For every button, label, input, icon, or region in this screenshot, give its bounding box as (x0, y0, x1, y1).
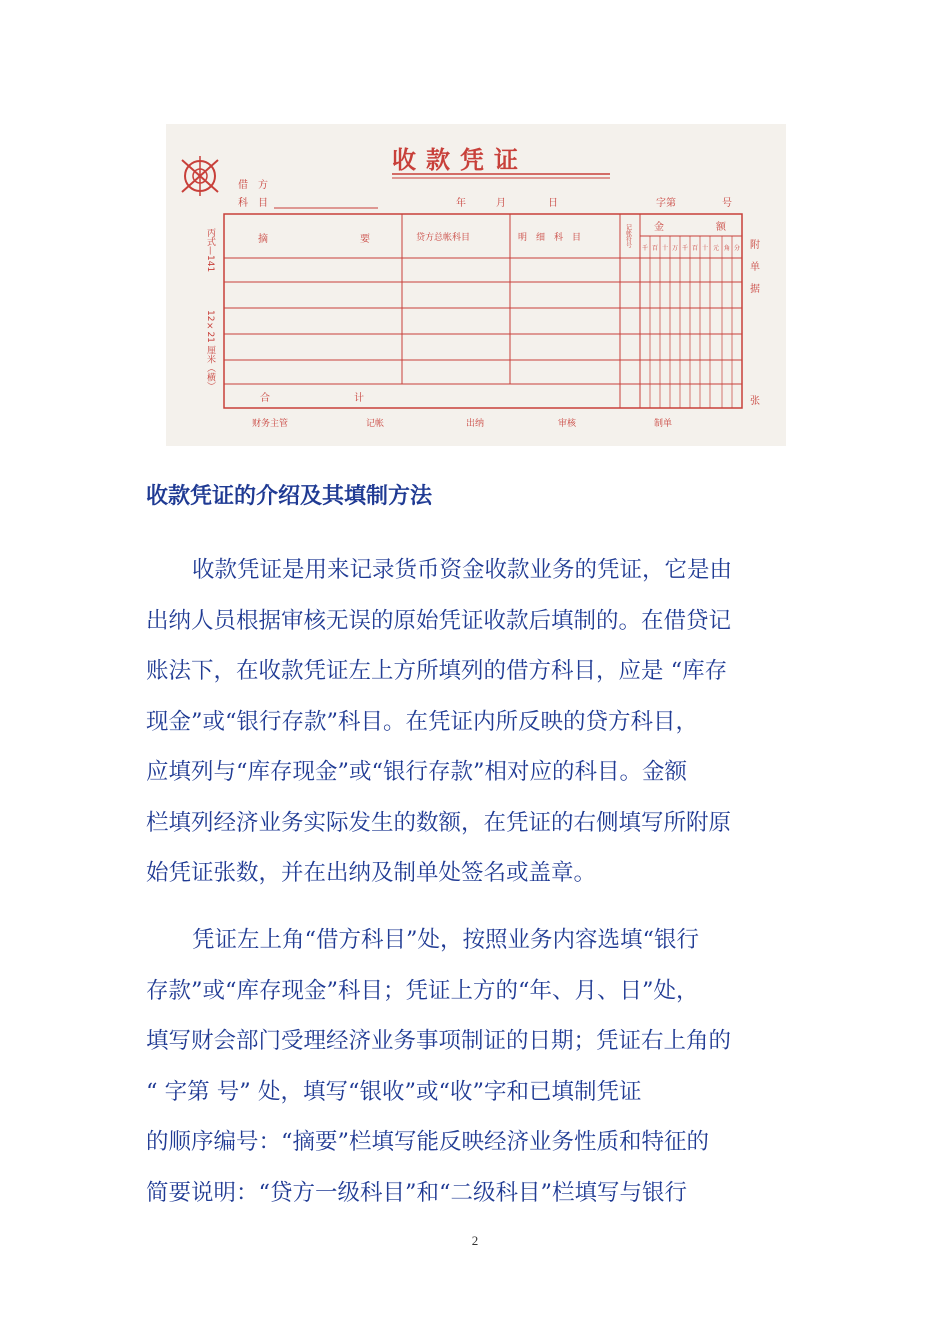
paragraph-line: 收款凭证是用来记录货币资金收款业务的凭证，它是由 (192, 557, 733, 583)
voucher-zhang: 张 (750, 396, 760, 407)
voucher-digit-unit: 分 (734, 245, 741, 252)
voucher-form (166, 124, 786, 446)
voucher-col-ledger: 记帐符号 (624, 224, 632, 248)
paragraph-line: 的顺序编号：“摘要”栏填写能反映经济业务性质和特征的 (146, 1129, 710, 1155)
paragraph-line: 栏填列经济业务实际发生的数额，在凭证的右侧填写所附原 (146, 809, 732, 836)
voucher-col-summary-1: 摘 (258, 234, 268, 245)
voucher-day: 日 (548, 198, 558, 209)
voucher-digit-unit: 百 (652, 245, 659, 252)
voucher-digit-unit: 十 (702, 245, 709, 252)
voucher-col-summary-2: 要 (360, 234, 370, 245)
paragraph-line: 出纳人员根据审核无误的原始凭证收款后填制的。在借贷记 (146, 607, 732, 634)
voucher-debit-label-2: 方 (258, 180, 268, 191)
voucher-hao: 号 (722, 198, 732, 209)
voucher-side-size: 12×21 厘米（横） (205, 310, 215, 391)
voucher-digit-unit: 万 (672, 245, 679, 252)
voucher-digit-unit: 千 (642, 245, 649, 252)
paragraph-line: 现金”或“银行存款”科目。在凭证内所反映的贷方科目， (146, 708, 699, 735)
receipt-voucher-image (166, 124, 786, 446)
paragraph-line: 凭证左上角“借方科目”处，按照业务内容选填“银行 (192, 927, 700, 953)
voucher-total-1: 合 (260, 393, 270, 404)
paragraph-line: “ 字第 号” 处，填写“银收”或“收”字和已填制凭证 (146, 1078, 642, 1105)
voucher-attach-2: 单 (750, 262, 760, 273)
voucher-digit-unit: 百 (692, 245, 699, 252)
voucher-debit-label-1: 借 (238, 180, 248, 191)
voucher-digit-unit: 千 (682, 245, 689, 252)
paragraph-line: 简要说明：“贷方一级科目”和“二级科目”栏填写与银行 (146, 1179, 688, 1206)
voucher-year: 年 (456, 198, 466, 209)
paragraph-2 (146, 915, 806, 1218)
voucher-seal-logo (182, 156, 218, 196)
voucher-zi-di: 字第 (656, 198, 676, 209)
paragraph-line: 应填列与“库存现金”或“银行存款”相对应的科目。金额 (146, 759, 688, 785)
voucher-subject-label-1: 科 (238, 198, 248, 209)
voucher-sig-preparer: 制单 (654, 419, 673, 429)
voucher-digit-unit: 元 (713, 245, 720, 252)
voucher-title: 收款凭证 (392, 146, 528, 174)
paragraph-1 (146, 545, 806, 899)
paragraph-line: 始凭证张数，并在出纳及制单处签名或盖章。 (146, 860, 597, 886)
voucher-digit-units (642, 244, 740, 252)
voucher-col-amount-2: 额 (716, 222, 726, 233)
paragraph-line: 存款”或“库存现金”科目；凭证上方的“年、月、日”处， (146, 977, 699, 1004)
section-heading: 收款凭证的介绍及其填制方法 (146, 484, 433, 509)
voucher-digit-unit: 角 (724, 245, 731, 252)
voucher-total-2: 计 (354, 393, 364, 404)
voucher-month: 月 (496, 198, 506, 209)
voucher-col-detail: 明 细 科 目 (518, 233, 582, 243)
voucher-col-credit-account: 贷方总帐科目 (416, 233, 471, 243)
voucher-col-amount-1: 金 (654, 222, 664, 233)
voucher-subject-label-2: 目 (258, 198, 268, 209)
voucher-digit-unit: 十 (662, 245, 669, 252)
voucher-sig-cashier: 出纳 (466, 419, 485, 429)
voucher-sig-audit: 审核 (558, 419, 577, 429)
paragraph-line: 账法下，在收款凭证左上方所填列的借方科目，应是 “库存 (146, 658, 728, 684)
voucher-side-form: 丙式—141 (205, 228, 215, 273)
voucher-sig-bookkeeping: 记帐 (366, 419, 385, 429)
voucher-sig-manager: 财务主管 (252, 419, 289, 429)
voucher-attach-3: 据 (750, 284, 760, 295)
page-number: 2 (471, 1233, 479, 1248)
voucher-attach-1: 附 (750, 240, 760, 251)
paragraph-line: 填写财会部门受理经济业务事项制证的日期；凭证右上角的 (146, 1028, 732, 1054)
